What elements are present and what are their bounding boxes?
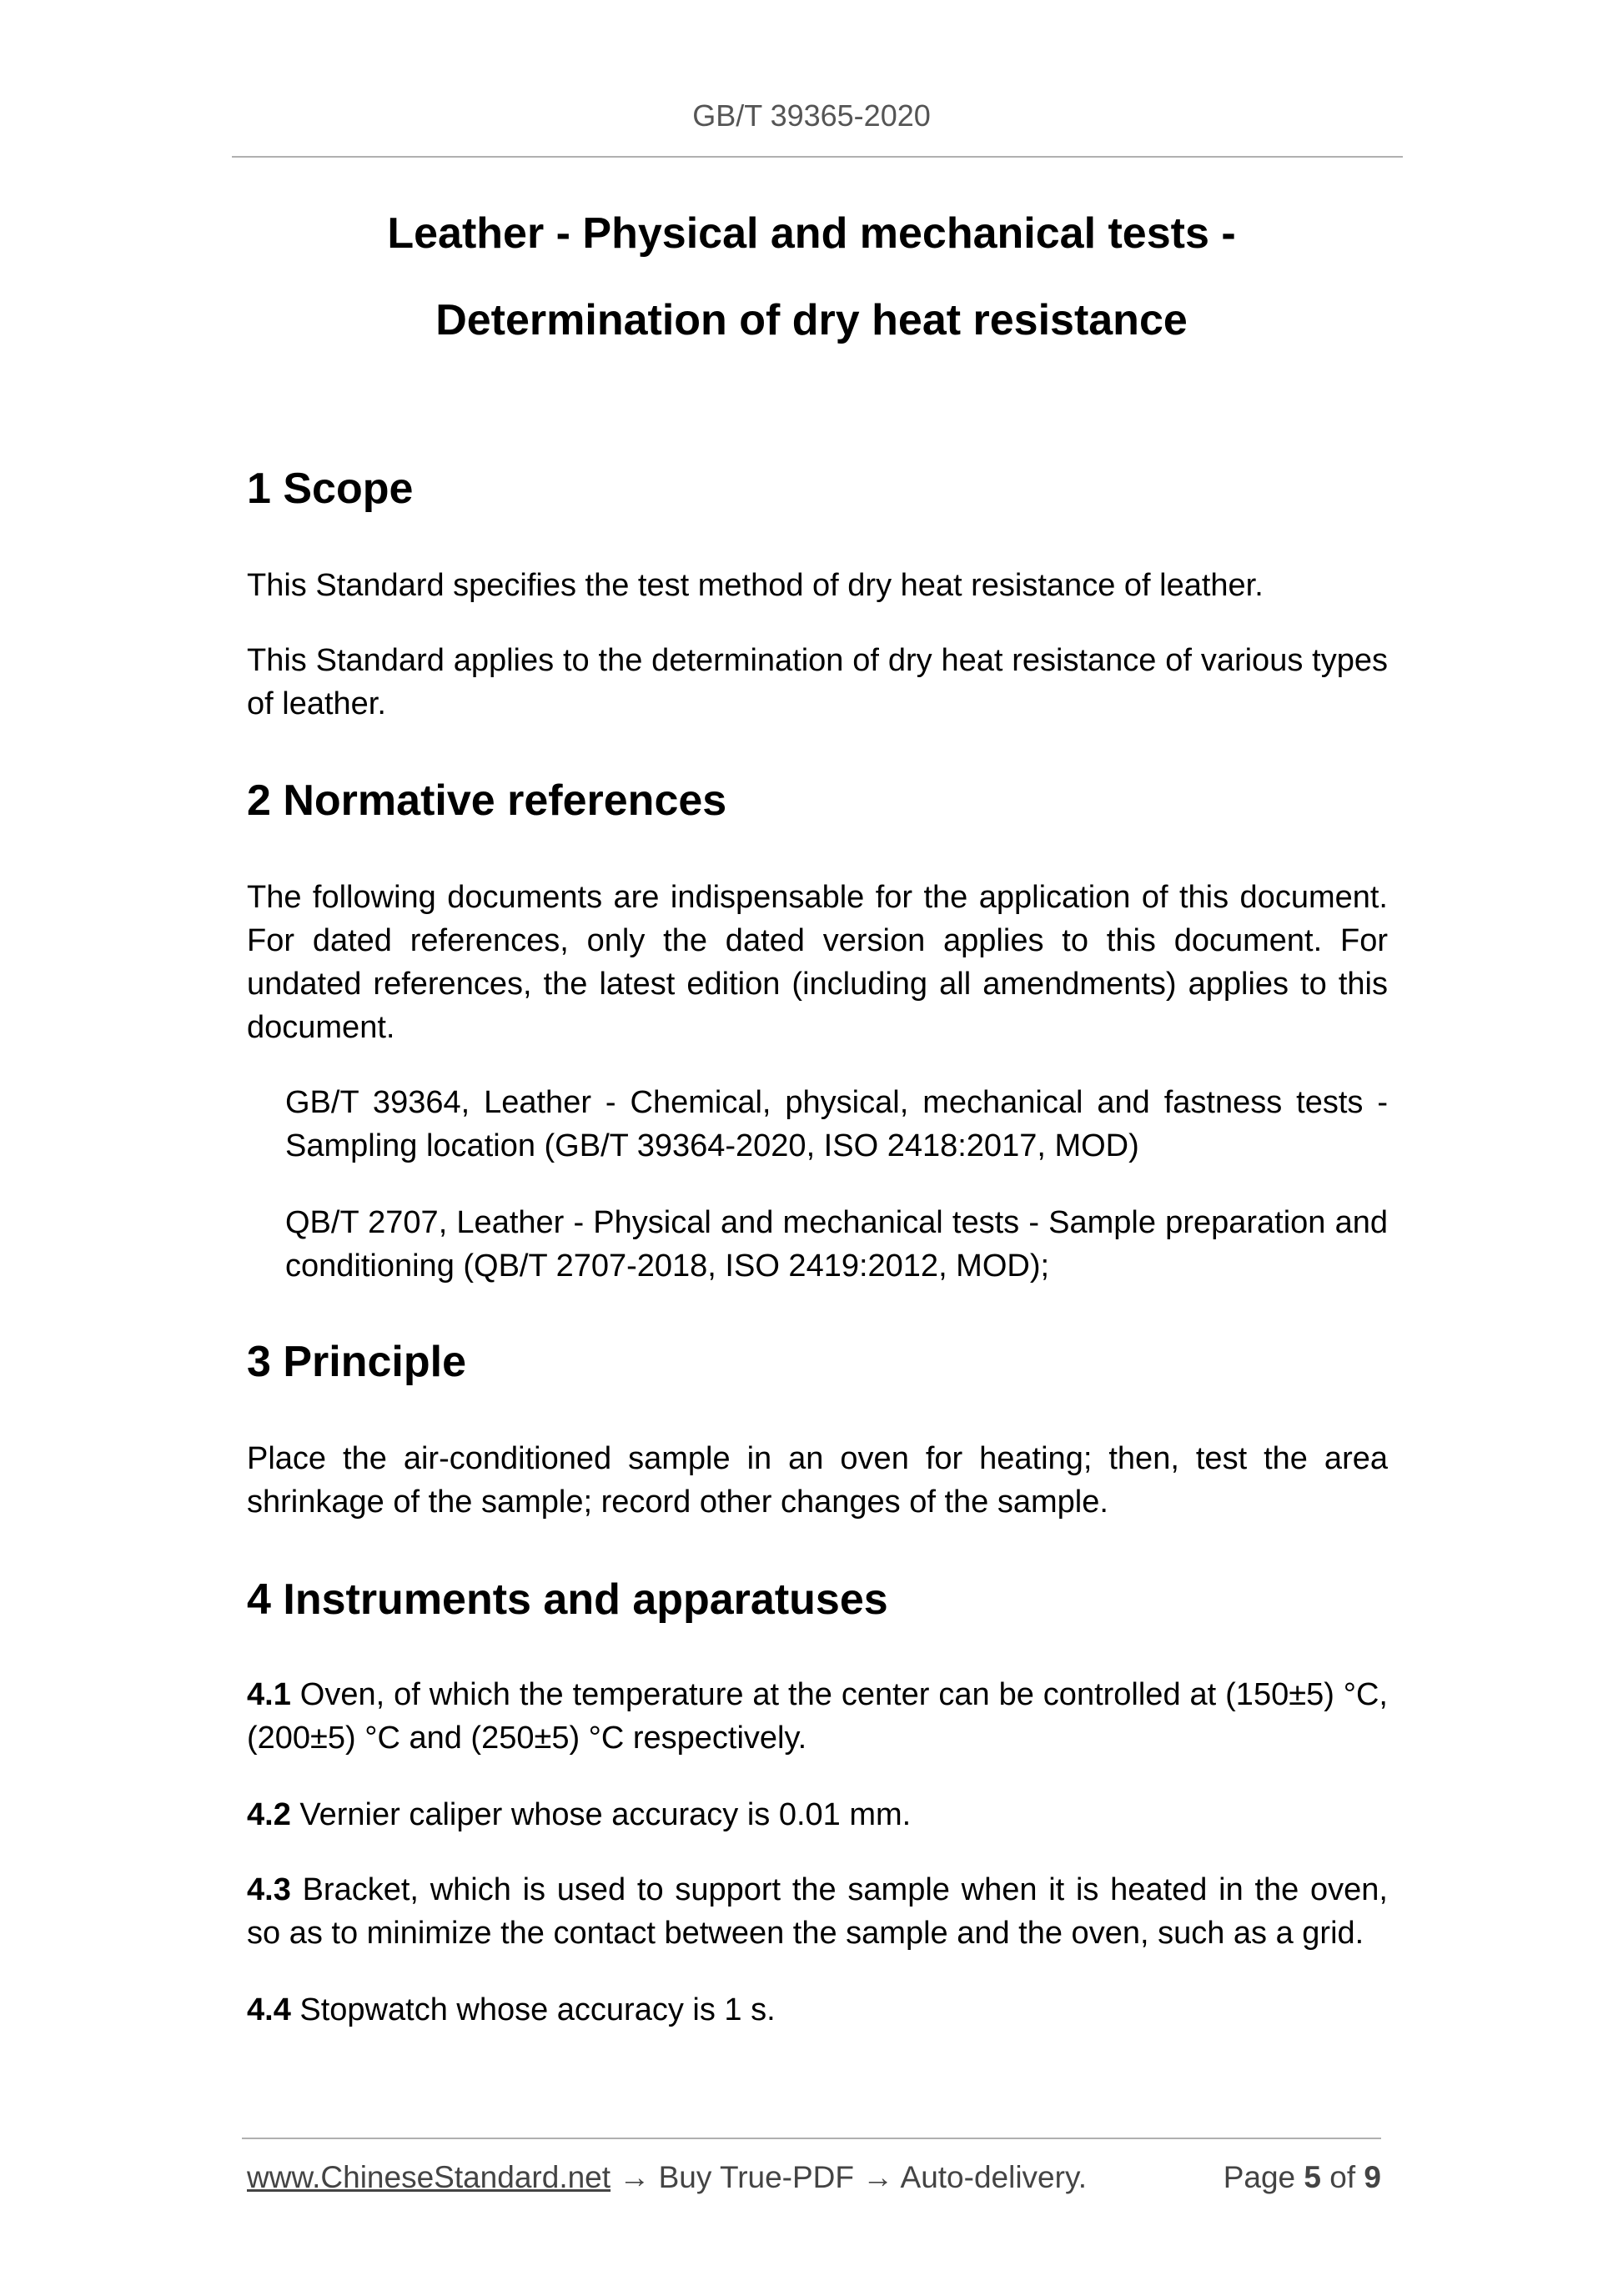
clause-text: Stopwatch whose accuracy is 1 s. — [290, 1992, 776, 2027]
header-divider — [232, 156, 1403, 158]
clause-number: 4.4 — [247, 1992, 291, 2027]
section-heading-instruments: 4 Instruments and apparatuses — [247, 1575, 888, 1624]
website-link[interactable]: www.ChineseStandard.net — [247, 2160, 611, 2194]
clause-4-4 — [247, 1988, 1388, 2032]
scope-paragraph-2: This Standard applies to the determination of dry heat resistance of various types of leather. — [247, 643, 1388, 721]
page-header-code: GB/T 39365-2020 — [692, 98, 931, 133]
clause-4-1 — [247, 1673, 1388, 1760]
clause-4-2 — [247, 1793, 1388, 1836]
section-scope — [247, 464, 1388, 514]
clause-number: 4.2 — [247, 1797, 291, 1832]
scope-paragraph-1: This Standard specifies the test method of dry heat resistance of leather. — [247, 568, 1264, 603]
normative-reference-item: QB/T 2707, Leather - Physical and mechanical tests - Sample preparation and conditioning (QB/T 2707-2018, ISO 2419:2012, MOD); — [285, 1205, 1388, 1284]
clause-number: 4.1 — [247, 1677, 291, 1712]
normative-reference-item: GB/T 39364, Leather - Chemical, physical, mechanical and fastness tests - Sampling location (GB/T 39364-2020, ISO 2418:2017, MOD) — [285, 1085, 1388, 1163]
clause-text: Oven, of which the temperature at the center can be controlled at (150±5) °C, (200±5) °C and (250±5) °C respectively. — [247, 1677, 1388, 1756]
footer-tagline: → Buy True-PDF → Auto-delivery. — [611, 2160, 1087, 2194]
section-heading-normative-references: 2 Normative references — [247, 776, 727, 825]
document-title-line-1: Leather - Physical and mechanical tests - — [387, 209, 1236, 258]
section-heading-principle: 3 Principle — [247, 1338, 466, 1386]
footer-divider — [242, 2138, 1381, 2139]
clause-4-3 — [247, 1868, 1388, 1955]
document-title-line-2: Determination of dry heat resistance — [435, 296, 1188, 344]
clause-text: Bracket, which is used to support the sample when it is heated in the oven, so as to minimize the contact between the sample and the oven, such as a grid. — [247, 1872, 1388, 1951]
page-total: 9 — [1364, 2160, 1381, 2194]
page-number — [1224, 2160, 1381, 2195]
clause-number: 4.3 — [247, 1872, 291, 1907]
footer-left — [247, 2160, 1087, 2195]
section-normative-references — [247, 776, 1388, 826]
page-label: Page — [1223, 2160, 1296, 2194]
section-heading-scope: 1 Scope — [247, 465, 414, 513]
section-principle — [247, 1337, 1388, 1387]
page-current: 5 — [1304, 2160, 1321, 2194]
principle-paragraph: Place the air-conditioned sample in an oven for heating; then, test the area shrinkage of the sample; record other changes of the sample. — [247, 1441, 1388, 1520]
clause-text: Vernier caliper whose accuracy is 0.01 mm. — [290, 1797, 912, 1832]
normative-intro-paragraph: The following documents are indispensable for the application of this document. For dated references, only the dated version applies to this document. For undated references, the latest edition (including all amendments) applies to this document. — [247, 880, 1388, 1045]
section-instruments — [247, 1575, 1388, 1625]
of-label: of — [1329, 2160, 1356, 2194]
